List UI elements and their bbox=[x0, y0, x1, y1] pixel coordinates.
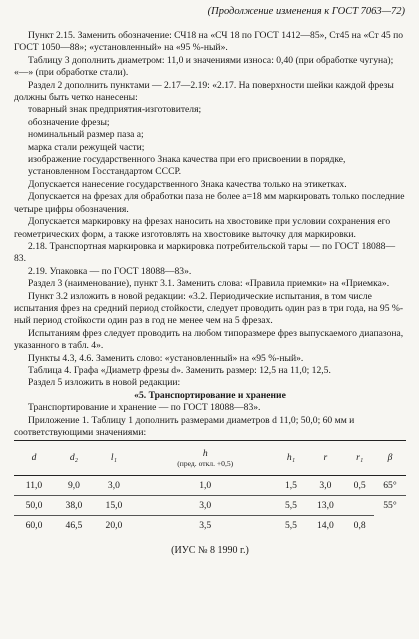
table-cell: 14,0 bbox=[317, 519, 334, 531]
table-cell: 3,0 bbox=[134, 496, 277, 516]
list-item: номинальный размер паза a; bbox=[28, 129, 144, 141]
table-cell: 46,5 bbox=[65, 519, 83, 531]
table-cell: 0,5 bbox=[345, 476, 374, 496]
table-cell: 38,0 bbox=[54, 496, 94, 516]
table-cell: 3,0 bbox=[305, 476, 345, 496]
list-item: марка стали режущей части; bbox=[28, 141, 145, 153]
table-cell: 5,5 bbox=[277, 496, 306, 516]
page-header: (Продолжение изменения к ГОСТ 7063—72) bbox=[207, 6, 405, 17]
table-cell: 65° bbox=[374, 476, 406, 496]
table-cell: 3,0 bbox=[94, 476, 134, 496]
table-cell: 9,0 bbox=[54, 476, 94, 496]
table-cell: 55° bbox=[383, 499, 397, 511]
table-cell: 13,0 bbox=[305, 496, 345, 516]
table-header-row bbox=[14, 441, 406, 476]
paragraph-section5: Раздел 5 изложить в новой редакции: bbox=[28, 377, 181, 389]
list-item: товарный знак предприятия-изготовителя; bbox=[28, 104, 202, 116]
table-cell bbox=[374, 516, 406, 536]
table-cell: 0,8 bbox=[353, 519, 366, 531]
paragraph-marking-digits: Допускается на фрезах для обработки паза не более a=18 мм маркировать только последние четыре цифры обозначения. bbox=[14, 191, 405, 215]
paragraph-2-15: Пункт 2.15. Заменить обозначение: СЧ18 на «СЧ 18 по ГОСТ 1412—85», Ст45 на «Ст 45 по ГОСТ 1050—88»; «установленный» на «95 %-ный». bbox=[14, 30, 404, 54]
marking-list bbox=[14, 104, 406, 178]
column-header: h₁ bbox=[277, 441, 306, 476]
table-row bbox=[14, 496, 406, 516]
paragraph-tests: Испытаниям фрез следует проводить на любом типоразмере фрез выпускаемого диапазона, указанного в табл. 4». bbox=[14, 327, 404, 352]
table-cell: 60,0 bbox=[25, 519, 43, 531]
table-row bbox=[14, 516, 406, 536]
paragraph-transport: Транспортирование и хранение — по ГОСТ 18088—83». bbox=[28, 402, 261, 414]
column-header: β bbox=[374, 441, 406, 476]
column-header: d bbox=[14, 441, 54, 476]
paragraph-section2: Раздел 2 дополнить пунктами — 2.17—2.19: «2.17. На поверхности шейки каждой фрезы должны быть четко нанесены: bbox=[14, 79, 394, 104]
table-cell bbox=[345, 496, 374, 516]
dimensions-table bbox=[14, 440, 406, 535]
table-cell: 50,0 bbox=[14, 496, 54, 516]
footer-source: (ИУС № 8 1990 г.) bbox=[171, 545, 249, 557]
table-cell: 5,5 bbox=[284, 519, 297, 531]
table-cell: 20,0 bbox=[105, 519, 123, 531]
paragraph-section3: Раздел 3 (наименование), пункт 3.1. Заменить слова: «Правила приемки» на «Приемка». bbox=[28, 278, 390, 290]
column-header: h (пред. откл. +0,5) bbox=[134, 441, 277, 476]
paragraph-quality-mark: Допускается нанесение государственного Знака качества только на этикетках. bbox=[28, 178, 347, 190]
table-cell: 1,5 bbox=[277, 476, 306, 496]
column-header: d₂ bbox=[54, 441, 94, 476]
list-item: изображение государственного Знака качества при его присвоении в порядке, установленном Госстандартом СССР. bbox=[28, 154, 346, 178]
table-cell: 3,5 bbox=[199, 519, 212, 531]
document-body bbox=[14, 30, 406, 558]
paragraph-2-18: 2.18. Транспортная маркировка и маркировка потребительской тары — по ГОСТ 18088—83. bbox=[14, 240, 396, 265]
table-cell: 15,0 bbox=[94, 496, 134, 516]
paragraph-marking-shank: Допускается маркировку на фрезах наносить на хвостовике при условии сохранения его геометрических форм, а также изготовлять на хвостовике выточку для маркировки. bbox=[14, 216, 391, 240]
column-header: r₁ bbox=[345, 441, 374, 476]
paragraph-appendix: Приложение 1. Таблицу 1 дополнить размерами диаметров d 11,0; 50,0; 60 мм и соответствующими значениями: bbox=[14, 414, 355, 438]
paragraph-3-2: Пункт 3.2 изложить в новой редакции: «3.2. Периодические испытания, в том числе испытания фрез на средний период стойкости, следует проводить один раз в три года, на 95 %-ный период стойкости один раз в год не менее чем на 5 фрезах. bbox=[14, 290, 404, 327]
section-title: «5. Транспортирование и хранение bbox=[134, 389, 286, 401]
paragraph-4-3: Пункты 4.3, 4.6. Заменить слово: «установленный» на «95 %-ный». bbox=[28, 352, 304, 364]
column-header: r bbox=[305, 441, 345, 476]
column-header: l₁ bbox=[94, 441, 134, 476]
paragraph-table3: Таблицу 3 дополнить диаметром: 11,0 и значениями износа: 0,40 (при обработке чугуна); «—» (при обработке стали). bbox=[14, 54, 394, 79]
paragraph-table4: Таблица 4. Графа «Диаметр фрезы d». Заменить размер: 12,5 на 11,0; 12,5. bbox=[28, 364, 331, 376]
list-item: обозначение фрезы; bbox=[28, 116, 110, 128]
paragraph-2-19: 2.19. Упаковка — по ГОСТ 18088—83». bbox=[28, 265, 192, 277]
table-cell: 1,0 bbox=[134, 476, 277, 496]
table-cell: 11,0 bbox=[14, 476, 54, 496]
table-row bbox=[14, 476, 406, 496]
